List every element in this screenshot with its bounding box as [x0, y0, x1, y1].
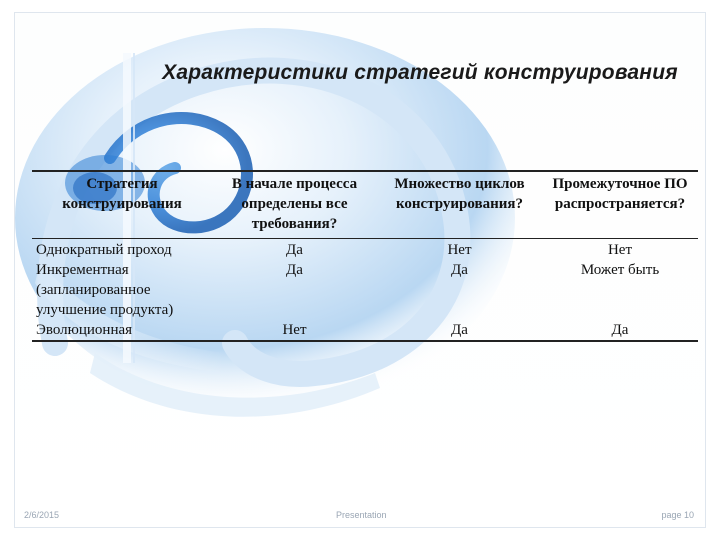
slide-title: Характеристики стратегий конструирования: [162, 61, 678, 84]
cell-cycles: Нет: [447, 242, 472, 258]
table-header-row: [32, 171, 698, 239]
table-row: [32, 320, 698, 341]
slide-footer: [0, 508, 720, 528]
header-interim-software: Промежуточное ПО распространяется?: [552, 176, 688, 212]
strategy-table: [32, 170, 698, 342]
cell-strategy: Эволюционная: [36, 322, 133, 338]
cell-requirements: Да: [286, 242, 303, 258]
header-cycles: Множество циклов конструирования?: [394, 176, 525, 212]
cell-requirements: Нет: [282, 322, 307, 338]
cell-interim: Может быть: [580, 262, 660, 278]
cell-interim: Да: [611, 322, 629, 338]
header-strategy: Стратегия конструирования: [62, 176, 182, 212]
footer-page-number: page 10: [661, 510, 694, 520]
footer-presentation-label: Presentation: [336, 510, 387, 520]
cell-strategy: Однократный проход: [36, 242, 172, 258]
table-row: [32, 239, 698, 261]
cell-cycles: Да: [451, 262, 468, 278]
footer-date: 2/6/2015: [24, 510, 60, 520]
cell-requirements: Да: [286, 262, 303, 278]
cell-cycles: Да: [451, 322, 468, 338]
cell-interim: Нет: [607, 242, 633, 258]
header-requirements: В начале процесса определены все требования?: [231, 176, 358, 232]
table-row: [32, 260, 698, 320]
cell-strategy: Инкрементная (запланированное улучшение продукта): [36, 262, 174, 318]
